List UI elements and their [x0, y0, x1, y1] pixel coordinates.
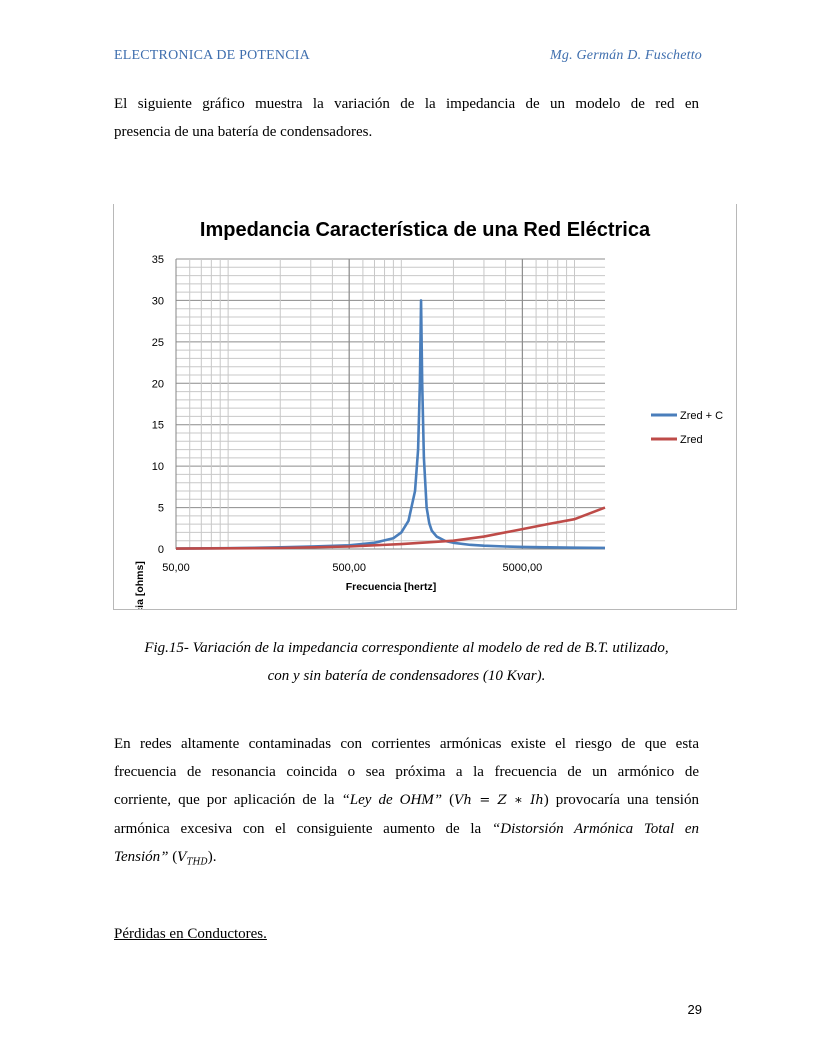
- y-tick-label: 15: [151, 419, 164, 432]
- x-tick-label: 5000,00: [502, 562, 543, 574]
- page-number: 29: [687, 1002, 702, 1017]
- chart-grid: [176, 259, 605, 549]
- y-tick-label: 0: [157, 544, 164, 556]
- body-line-4: [114, 815, 699, 843]
- x-axis-label: Frecuencia [hertz]: [345, 581, 437, 593]
- intro-paragraph: [114, 90, 699, 146]
- x-tick-labels: [162, 562, 542, 574]
- y-axis-label: Impedancia [ohms]: [134, 561, 146, 609]
- y-tick-label: 35: [151, 254, 164, 266]
- body-line-5-b: (: [168, 849, 178, 865]
- thd-quote-part2: Tensión”: [114, 849, 169, 865]
- y-tick-label: 5: [157, 502, 164, 515]
- caption-line-2: con y sin batería de condensadores (10 Kvar).: [267, 668, 546, 684]
- chart-frame: [113, 204, 737, 610]
- caption-line-1: Fig.15- Variación de la impedancia correspondiente al modelo de red de B.T. utilizado,: [144, 640, 669, 656]
- y-tick-labels: [152, 254, 164, 556]
- chart-title: Impedancia Característica de una Red Eléctrica: [199, 219, 651, 241]
- chart-legend: [651, 410, 723, 446]
- y-tick-label: 10: [151, 461, 164, 474]
- legend-label: Zred: [680, 434, 703, 446]
- body-paragraph: [114, 730, 699, 877]
- section-title: Pérdidas en Conductores.: [114, 926, 267, 942]
- ohm-law-formula: Vh = Z ∗ Ih: [454, 793, 544, 808]
- body-line-5: [114, 849, 217, 868]
- body-line-4-a: armónica excesiva con el consiguiente aumento de la: [114, 821, 492, 837]
- body-line-2: frecuencia de resonancia coincida o sea próxima a la frecuencia de un armónico de: [114, 764, 699, 780]
- intro-line-2: presencia de una batería de condensadores.: [114, 124, 373, 140]
- vthd-symbol: [177, 850, 208, 868]
- body-line-3-a: corriente, que por aplicación de la: [114, 792, 342, 808]
- series-line-zred: [176, 508, 605, 549]
- y-tick-label: 30: [151, 295, 164, 308]
- x-tick-label: 50,00: [162, 562, 190, 574]
- figure-caption: [114, 634, 699, 690]
- thd-quote-part1: “Distorsión Armónica Total en: [491, 821, 699, 837]
- body-line-5-c: ).: [207, 849, 217, 865]
- y-tick-label: 20: [151, 378, 164, 391]
- header-left: ELECTRONICA DE POTENCIA: [114, 48, 310, 63]
- body-line-3: [114, 786, 699, 815]
- body-line-3-c: (: [442, 792, 455, 808]
- vthd-subscript: THD: [186, 857, 208, 868]
- y-tick-label: 25: [151, 336, 164, 349]
- body-line-1: En redes altamente contaminadas con corrientes armónicas existe el riesgo de que esta: [114, 736, 699, 752]
- impedance-chart: [114, 204, 736, 609]
- x-tick-label: 500,00: [332, 562, 367, 574]
- vthd-base: V: [177, 850, 187, 865]
- intro-line-1: El siguiente gráfico muestra la variación de la impedancia de un modelo de red en: [114, 96, 699, 112]
- body-line-3-d: ) provocaría una tensión: [543, 792, 699, 808]
- header-right: Mg. Germán D. Fuschetto: [550, 48, 702, 63]
- legend-label: Zred + C: [680, 410, 724, 422]
- ohm-law-quote: “Ley de OHM”: [341, 792, 443, 808]
